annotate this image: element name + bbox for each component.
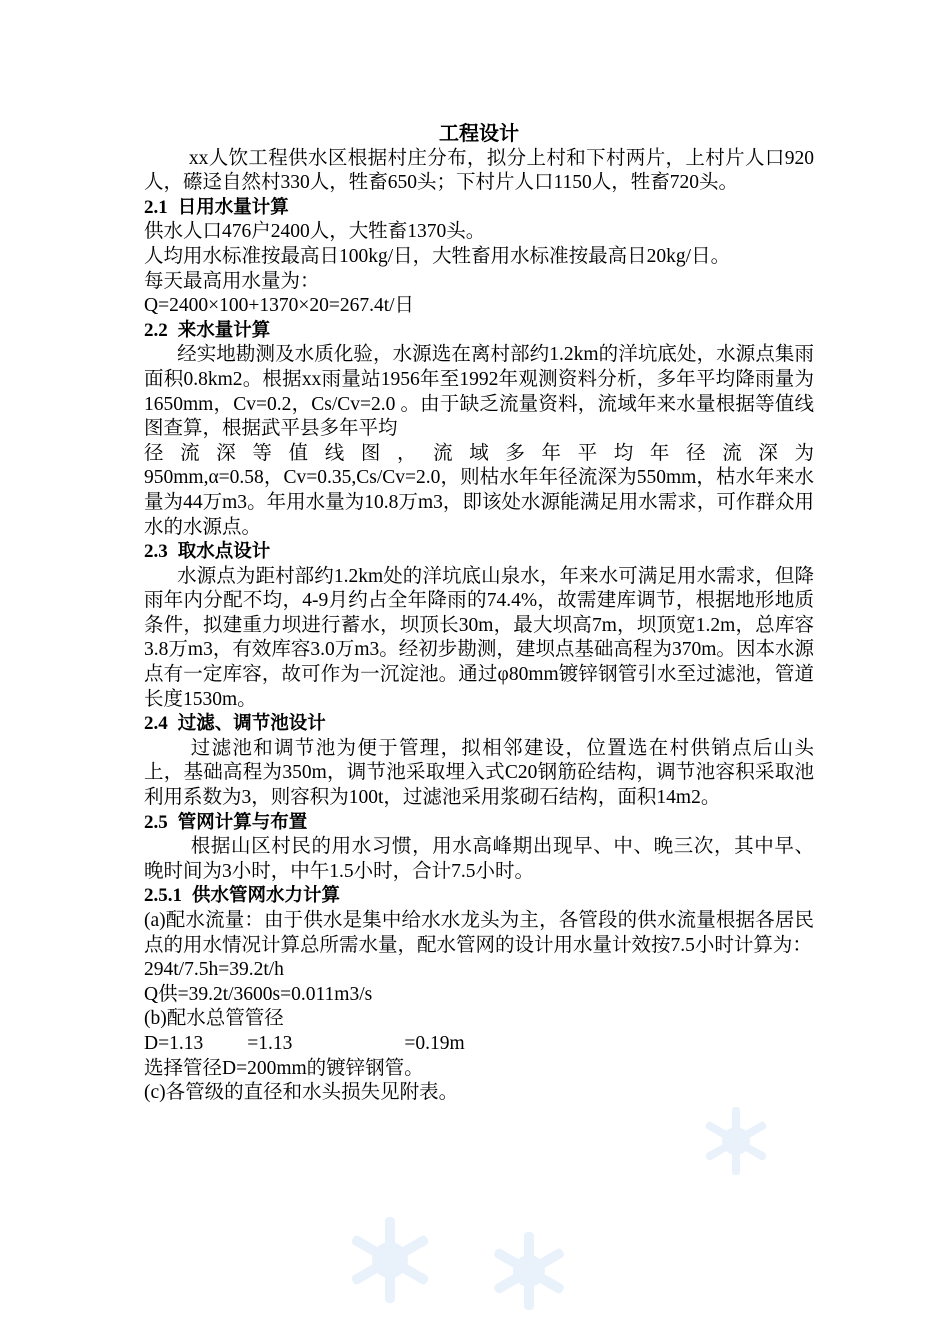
section-heading — [144, 884, 814, 909]
section-number: 2.3 — [144, 541, 168, 563]
section-heading — [144, 196, 814, 221]
section-number: 2.2 — [144, 319, 168, 341]
section-title: 管网计算与布置 — [177, 811, 308, 833]
paragraph: 水源点为距村部约1.2km处的洋坑底山泉水，年来水可满足用水需求，但降雨年内分配不均，4-9月约占全年降雨的74.4%，故需建库调节，根据地形地质条件，拟建重力坝进行蓄水，坝顶长30m，最大坝高7m，坝顶宽1.2m，总库容3.8万m3，有效库容3.0万m3。经初步勘测，建坝点基础高程为370m。因本水源点有一定库容，故可作为一沉淀池。通过φ80mm镀锌钢管引水至过滤池，管道长度1530m。 — [144, 565, 814, 710]
formula-part: =1.13 — [247, 1032, 293, 1054]
document-title: 工程设计 — [439, 123, 519, 145]
section-title: 取水点设计 — [177, 541, 271, 563]
formula-part: D=1.13 — [144, 1032, 204, 1054]
paragraph: (b)配水总管管径 — [144, 1008, 284, 1030]
paragraph: 每天最高用水量为： — [144, 270, 320, 292]
snowflake-watermark-icon — [488, 1230, 570, 1312]
paragraph: 人均用水标准按最高日100kg/日，大牲畜用水标准按最高日20kg/日。 — [144, 245, 731, 267]
formula: 294t/7.5h=39.2t/h — [144, 959, 284, 981]
paragraph: (c)各管级的直径和水头损失见附表。 — [144, 1082, 459, 1104]
section-heading — [144, 540, 814, 565]
formula-part: =0.19m — [404, 1032, 465, 1054]
document-body — [144, 122, 814, 1106]
section-title: 来水量计算 — [177, 319, 271, 341]
paragraph: 根据山区村民的用水习惯，用水高峰期出现早、中、晚三次，其中早、晚时间为3小时，中午1.5小时，合计7.5小时。 — [144, 836, 814, 882]
formula: Q供=39.2t/3600s=0.011m3/s — [144, 983, 373, 1005]
paragraph: 过滤池和调节池为便于管理，拟相邻建设，位置选在村供销点后山头上，基础高程为350m，调节池采取埋入式C20钢筋砼结构，调节池容积采取池利用系数为3，则容积为100t，过滤池采用浆砌石结构，面积14m2。 — [144, 737, 814, 809]
paragraph: 经实地勘测及水质化验，水源选在离村部约1.2km的洋坑底处，水源点集雨面积0.8km2。根据xx雨量站1956年至1992年观测资料分析，多年平均降雨量为1650mm，Cv=0.2，Cs/Cv=2.0 。由于缺乏流量资料，流域年来水量根据等值线图查算，根据武平县多年平均 — [144, 344, 814, 440]
section-number: 2.1 — [144, 196, 168, 218]
paragraph-line: 径流深等值线图，流域多年平均年径流深为 — [144, 442, 814, 464]
section-number: 2.5 — [144, 811, 168, 833]
section-title: 过滤、调节池设计 — [177, 713, 326, 735]
paragraph: 供水人口476户2400人，大牲畜1370头。 — [144, 221, 486, 243]
section-number: 2.5.1 — [144, 885, 182, 907]
section-title: 日用水量计算 — [177, 196, 289, 218]
section-title: 供水管网水力计算 — [192, 885, 341, 907]
section-heading — [144, 319, 814, 344]
section-heading — [144, 811, 814, 836]
snowflake-watermark-icon — [345, 1215, 435, 1305]
paragraph: 选择管径D=200mm的镀锌钢管。 — [144, 1057, 424, 1079]
snowflake-watermark-icon — [700, 1105, 772, 1177]
section-heading — [144, 712, 814, 737]
intro-paragraph: xx人饮工程供水区根据村庄分布，拟分上村和下村两片，上村片人口920人，礤迳自然村330人，牲畜650头；下村片人口1150人，牲畜720头。 — [144, 147, 814, 194]
section-number: 2.4 — [144, 713, 168, 735]
paragraph: 950mm,α=0.58，Cv=0.35,Cs/Cv=2.0，则枯水年年径流深为550mm，枯水年来水量为44万m3。年用水量为10.8万m3，即该处水源能满足用水需求，可作群众用水的水源点。 — [144, 467, 814, 538]
formula: Q=2400×100+1370×20=267.4t/日 — [144, 295, 415, 317]
formula — [144, 1032, 814, 1057]
paragraph: (a)配水流量：由于供水是集中给水水龙头为主，各管段的供水流量根据各居民点的用水情况计算总所需水量，配水管网的设计用水量计效按7.5小时计算为： — [144, 910, 814, 956]
